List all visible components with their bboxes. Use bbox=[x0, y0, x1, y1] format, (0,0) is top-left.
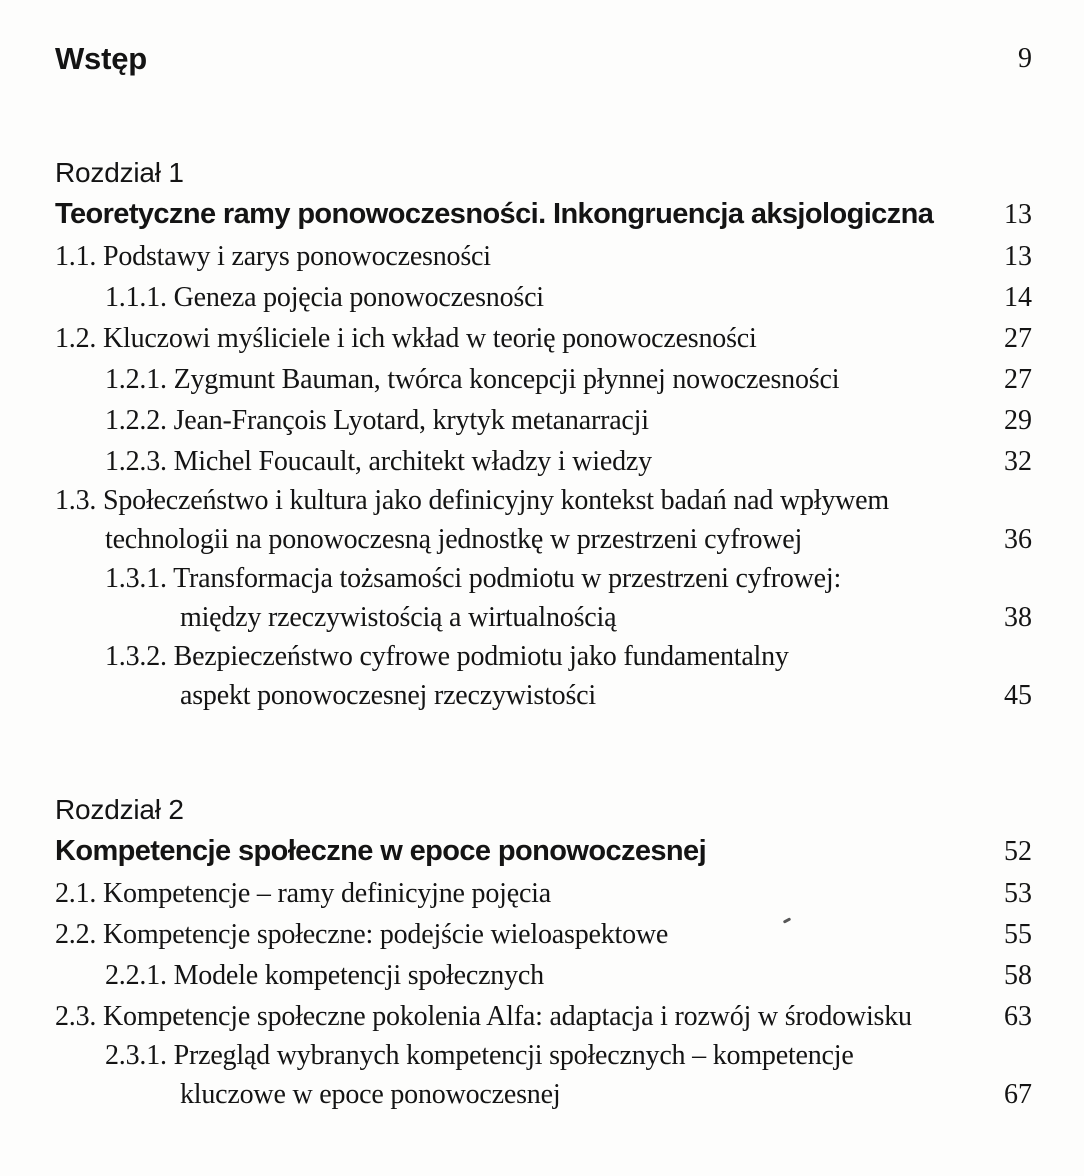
entry-page-number: 29 bbox=[1004, 405, 1032, 436]
toc-chapter bbox=[55, 153, 1032, 716]
chapter-title-row bbox=[55, 193, 1032, 236]
entry-line: między rzeczywistością a wirtualnością bbox=[180, 602, 617, 633]
toc-entry bbox=[55, 441, 1032, 482]
entry-text bbox=[55, 914, 986, 955]
chapter-title-page-number: 13 bbox=[1004, 199, 1032, 230]
chapter-heading: Rozdział 1 bbox=[55, 157, 184, 188]
entry-text bbox=[55, 955, 986, 996]
entry-line: technologii na ponowoczesną jednostkę w przestrzeni cyfrowej bbox=[105, 524, 803, 555]
entry-page-number: 27 bbox=[1004, 364, 1032, 395]
entry-line: 1.2.2. Jean-François Lyotard, krytyk metanarracji bbox=[105, 405, 649, 436]
toc-entry bbox=[55, 318, 1032, 359]
entry-line: 2.2. Kompetencje społeczne: podejście wieloaspektowe bbox=[55, 919, 669, 950]
toc-entry bbox=[55, 359, 1032, 400]
entry-page-number: 27 bbox=[1004, 323, 1032, 354]
entry-page-number: 55 bbox=[1004, 919, 1032, 950]
entry-text bbox=[55, 359, 986, 400]
toc-entry bbox=[55, 400, 1032, 441]
chapter-title: Kompetencje społeczne w epoce ponowoczesnej bbox=[55, 835, 707, 867]
entry-page-number: 63 bbox=[1004, 1001, 1032, 1032]
entry-page-number: 13 bbox=[1004, 241, 1032, 272]
toc-entry bbox=[55, 955, 1032, 996]
entry-page-number: 58 bbox=[1004, 960, 1032, 991]
front-matter-page-number: 9 bbox=[1018, 43, 1032, 74]
entry-text bbox=[55, 1037, 986, 1115]
entry-line: 2.3.1. Przegląd wybranych kompetencji społecznych – kompetencje bbox=[105, 1040, 854, 1071]
entry-text bbox=[55, 873, 986, 914]
entry-page-number: 38 bbox=[1004, 602, 1032, 633]
entry-text bbox=[55, 400, 986, 441]
toc-entry bbox=[55, 638, 1032, 716]
entry-text bbox=[55, 996, 986, 1037]
chapters-container bbox=[55, 153, 1032, 1115]
entry-line: 1.1.1. Geneza pojęcia ponowoczesności bbox=[105, 282, 544, 313]
entry-line: 2.1. Kompetencje – ramy definicyjne pojęcia bbox=[55, 878, 551, 909]
entry-line: 1.3. Społeczeństwo i kultura jako definicyjny kontekst badań nad wpływem bbox=[55, 485, 889, 516]
toc-entry bbox=[55, 914, 1032, 955]
entry-text bbox=[55, 560, 986, 638]
entry-line: aspekt ponowoczesnej rzeczywistości bbox=[180, 680, 596, 711]
toc-entry bbox=[55, 1037, 1032, 1115]
entry-page-number: 45 bbox=[1004, 680, 1032, 711]
entry-text bbox=[55, 482, 986, 560]
front-matter-label: Wstęp bbox=[55, 41, 148, 76]
entry-text bbox=[55, 277, 986, 318]
chapter-title-page-number: 52 bbox=[1004, 836, 1032, 867]
entry-line: 1.3.2. Bezpieczeństwo cyfrowe podmiotu jako fundamentalny bbox=[105, 641, 789, 672]
entry-text bbox=[55, 441, 986, 482]
toc-entry bbox=[55, 482, 1032, 560]
toc-entry bbox=[55, 277, 1032, 318]
toc-entry bbox=[55, 560, 1032, 638]
entry-text bbox=[55, 318, 986, 359]
entry-line: 1.2. Kluczowi myśliciele i ich wkład w teorię ponowoczesności bbox=[55, 323, 757, 354]
toc-entry bbox=[55, 236, 1032, 277]
entry-line: 1.1. Podstawy i zarys ponowoczesności bbox=[55, 241, 491, 272]
entry-line: 2.2.1. Modele kompetencji społecznych bbox=[105, 960, 544, 991]
chapter-heading: Rozdział 2 bbox=[55, 794, 184, 825]
entry-page-number: 67 bbox=[1004, 1079, 1032, 1110]
entry-page-number: 32 bbox=[1004, 446, 1032, 477]
toc-entry bbox=[55, 996, 1032, 1037]
entry-text bbox=[55, 638, 986, 716]
entry-page-number: 36 bbox=[1004, 524, 1032, 555]
entry-page-number: 14 bbox=[1004, 282, 1032, 313]
chapter-title: Teoretyczne ramy ponowoczesności. Inkongruencja aksjologiczna bbox=[55, 198, 934, 230]
toc-entry bbox=[55, 873, 1032, 914]
entry-line: 1.3.1. Transformacja tożsamości podmiotu w przestrzeni cyfrowej: bbox=[105, 563, 842, 594]
entry-line: kluczowe w epoce ponowoczesnej bbox=[180, 1079, 561, 1110]
entry-page-number: 53 bbox=[1004, 878, 1032, 909]
entry-line: 2.3. Kompetencje społeczne pokolenia Alfa: adaptacja i rozwój w środowisku bbox=[55, 1001, 912, 1032]
toc-entry-front-matter bbox=[55, 38, 1032, 79]
entry-line: 1.2.1. Zygmunt Bauman, twórca koncepcji płynnej nowoczesności bbox=[105, 364, 840, 395]
chapter-title-row bbox=[55, 830, 1032, 873]
toc-chapter bbox=[55, 790, 1032, 1115]
entry-line: 1.2.3. Michel Foucault, architekt władzy i wiedzy bbox=[105, 446, 652, 477]
entry-text bbox=[55, 236, 986, 277]
